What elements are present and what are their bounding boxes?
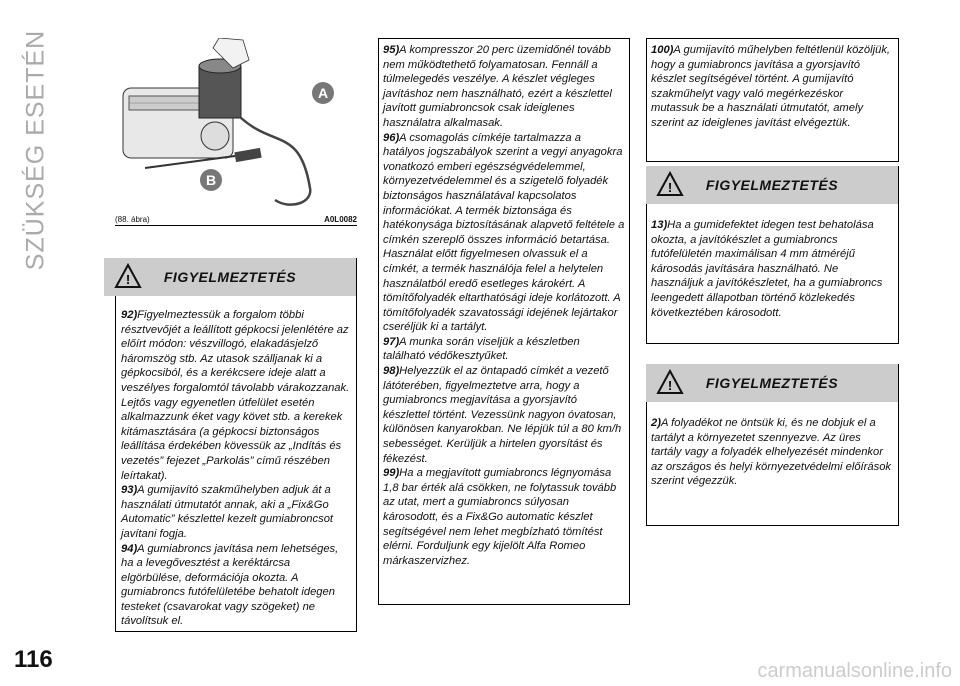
paragraph-94: 94)A gumiabroncs javítása nem lehetséges, ha a levegővesztést a keréktárcsa elgörbülése, deformációja okozta. A gumiabroncs futófelületébe behatolt idegen testeket (csavarokat vagy szögeket) ne távolítsuk el. xyxy=(121,542,339,628)
svg-text:!: ! xyxy=(667,378,673,393)
figure-label-a: A xyxy=(317,85,329,101)
figure-divider xyxy=(115,225,357,226)
paragraph-99: 99)Ha a megjavított gumiabroncs légnyomása 1,8 bar érték alá csökken, ne folytassuk tovább az utat, mert a gumiabroncs súlyosan károsodott, és a Fix&Go automatic készlet segítségével nem lehet megbízható tömítést elérni. Forduljunk egy kijelölt Alfa Romeo márkaszervizhez. xyxy=(383,467,617,567)
svg-text:!: ! xyxy=(125,272,131,287)
warning-header-3 xyxy=(646,364,898,402)
paragraph-98: 98)Helyezzük el az öntapadó címkét a vezető látóterében, figyelmeztetve arra, hogy a gumiabroncs megjavítása a gyorsjavító készlettel történt. Vezessünk nagyon óvatosan, különösen kanyarokban. Ne lépjük túl a 80 km/h sebességet. Kerüljük a hirtelen gyorsítást és fékezést. xyxy=(383,365,622,465)
section-title: SZÜKSÉG ESETÉN xyxy=(21,29,50,271)
figure-code: A0L0082 xyxy=(324,215,357,224)
paragraph-92: 92)Figyelmeztessük a forgalom többi résztvevőjét a leállított gépkocsi jelenlétére az előírt módon: vészvillogó, elakadásjelző háromszög stb. Az utasok szálljanak ki a gépkocsiból, és a kerékcsere ideje alatt a veszélyes forgalomtól távolabb várakozzanak. Lejtős vagy egyenetlen útfelület esetén alkalmazzunk éket vagy követ stb. a kerekek kitámasztására (a gépkocsi biztonságos leállítása érdekében kövessük az „Indítás és vezetés” fejezet „Parkolás” című részében leírtakat). xyxy=(121,309,350,482)
paragraph-2: 2)A folyadékot ne öntsük ki, és ne dobjuk el a tartályt a környezetet szennyezve. Az üres tartály vagy a folyadék elhelyezését mindenkor az országos és helyi környezetvédelmi előírások szerint végezzük. xyxy=(651,417,892,488)
paragraph-100: 100)A gumijavító műhelyben feltétlenül közöljük, hogy a gumiabroncs javítása a gyorsjavító készlet segítségével történt. A gumijavító szakműhelyt vagy való megérkezéskor mutassuk be a használati útmutatót, amely szerint az ideiglenes javítást elvégeztük. xyxy=(651,44,891,129)
figure-number: (88. ábra) xyxy=(115,215,150,224)
paragraph-95: 95)A kompresszor 20 perc üzemidőnél tovább nem működtethető folyamatosan. Fennáll a túlmelegedés veszélye. A készlet végleges javításhoz nem használható, ezért a készlettel javított gumiabroncsok csak ideiglenes használatra alkalmasak. xyxy=(383,44,612,129)
figure-caption xyxy=(115,215,357,224)
page-number: 116 xyxy=(14,646,53,673)
col1-text xyxy=(121,308,351,629)
paragraph-13: 13)Ha a gumidefektet idegen test behatolása okozta, a javítókészlet a gumiabroncs futófelületén maximálisan 4 mm átméréjű károsodás javítására használható. Ne használjuk a javítókészletet, ha a gumiabroncs leengedett állapotban történő közlekedés következtében károsodott. xyxy=(651,219,883,319)
compressor-figure xyxy=(115,38,357,220)
svg-text:!: ! xyxy=(667,180,673,195)
warning-header-2 xyxy=(646,166,898,204)
figure-label-b: B xyxy=(205,172,217,188)
col2-text xyxy=(383,43,625,568)
warning-title-2: FIGYELMEZTETÉS xyxy=(705,177,839,193)
paragraph-93: 93)A gumijavító szakműhelyben adjuk át a használati útmutatót annak, aki a „Fix&Go Automatic” készlettel kezelt gumiabroncsot javítani fogja. xyxy=(121,484,334,540)
paragraph-96: 96)A csomagolás címkéje tartalmazza a hatályos jogszabályok szerint a vegyi anyagokra vonatkozó emberi egészségvédelemmel, környezetvédelemmel és a szigetelő folyadék biztonságos használatával kapcsolatos információkat. A termék biztonsága és hatékonysága biztosításának alapvető feltétele a címkén szereplő összes információ betartása. Használat előtt figyelmesen olvassuk el a címkét, a termék használója felel a helytelen használatból eredő esetleges károkért. A tömítőfolyadék eltarthatósági ideje korlátozott. A tömítőfolyadék szavatossági idejének lejártakor cseréljük ki a tartályt. xyxy=(383,131,625,334)
warning-title-3: FIGYELMEZTETÉS xyxy=(705,375,839,391)
watermark: carmanualsonline.info xyxy=(757,660,952,682)
warning-title-1: FIGYELMEZTETÉS xyxy=(163,269,297,285)
warning-header-1 xyxy=(104,258,356,296)
paragraph-97: 97)A munka során viseljük a készletben található védőkesztyűket. xyxy=(383,335,580,363)
